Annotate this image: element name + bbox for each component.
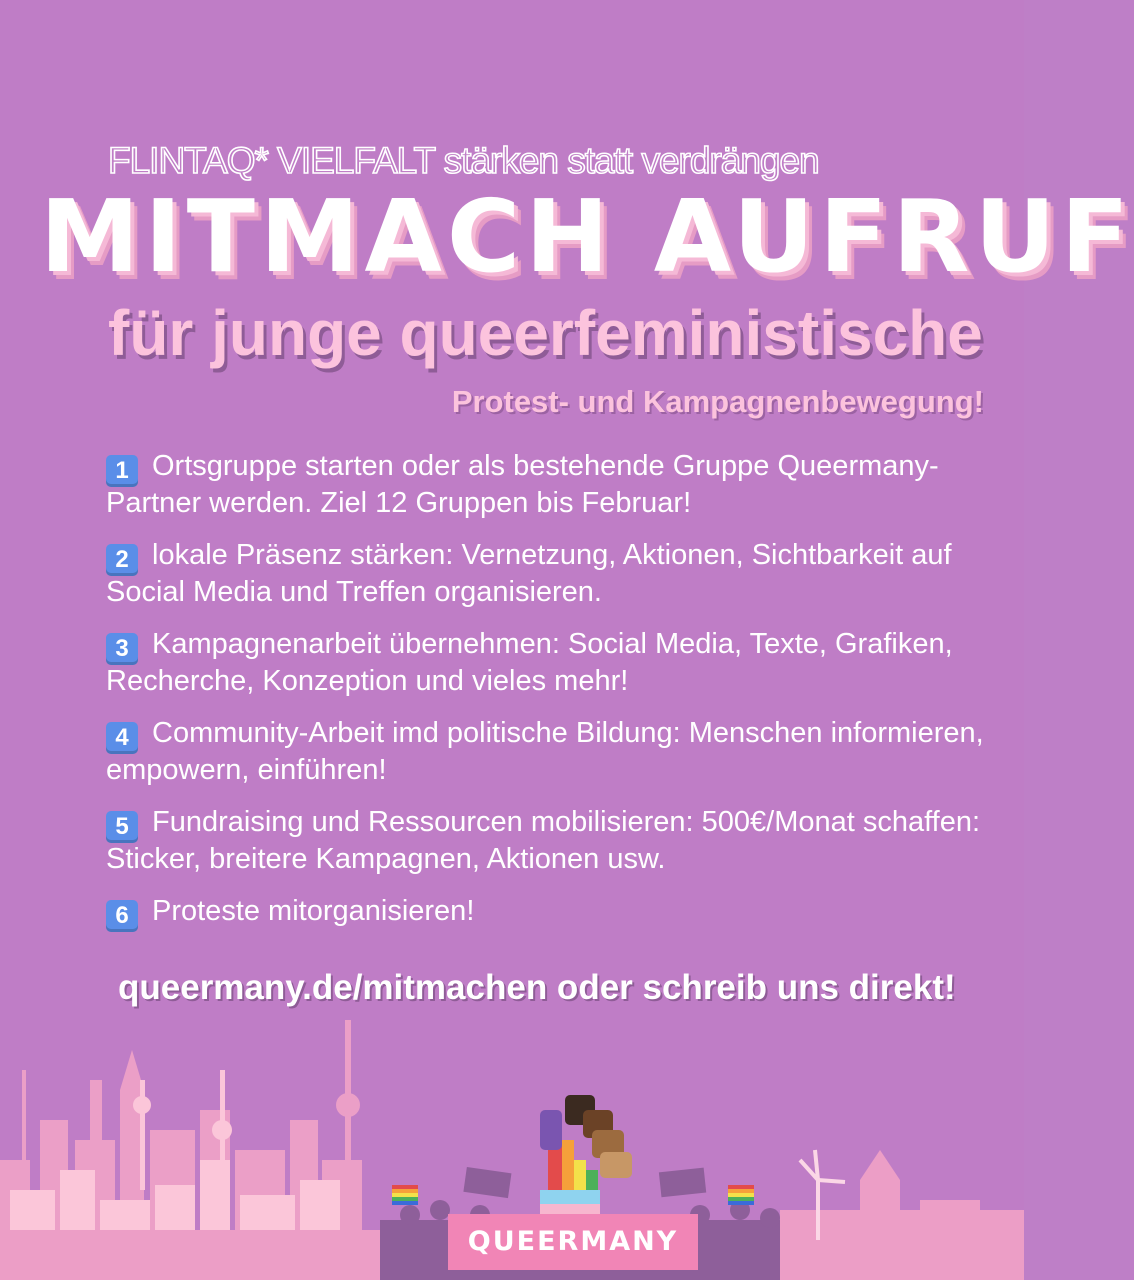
list-item <box>106 628 986 698</box>
call-to-action-link[interactable]: queermany.de/mitmachen oder schreib uns direkt! <box>118 968 956 1007</box>
list-item <box>106 806 986 876</box>
list-item-text: Community-Arbeit imd politische Bildung: Menschen informieren, empowern, einführen! <box>106 717 984 786</box>
list-item-text: Ortsgruppe starten oder als bestehende Gruppe Queermany-Partner werden. Ziel 12 Gruppen bis Februar! <box>106 450 939 519</box>
number-badge: 2 <box>106 544 138 576</box>
subtitle: FLINTAQ* VIELFALT stärken statt verdrängen <box>108 140 819 181</box>
number-badge: 5 <box>106 811 138 843</box>
list-item <box>106 539 986 609</box>
task-list <box>106 450 986 951</box>
tagline-secondary: Protest- und Kampagnenbewegung! <box>451 384 984 419</box>
queermany-logo: QUEERMANY <box>448 1214 698 1270</box>
list-item-text: Fundraising und Ressourcen mobilisieren: 500€/Monat schaffen: Sticker, breitere Kampagnen, Aktionen usw. <box>106 806 981 875</box>
list-item <box>106 450 986 520</box>
list-item-text: lokale Präsenz stärken: Vernetzung, Aktionen, Sichtbarkeit auf Social Media und Treffen organisieren. <box>106 539 952 608</box>
number-badge: 6 <box>106 900 138 932</box>
tagline: für junge queerfeministische <box>108 297 983 369</box>
list-item <box>106 717 986 787</box>
list-item <box>106 895 986 932</box>
number-badge: 4 <box>106 722 138 754</box>
list-item-text: Kampagnenarbeit übernehmen: Social Media, Texte, Grafiken, Recherche, Konzeption und vieles mehr! <box>106 628 953 697</box>
list-item-text: Proteste mitorganisieren! <box>152 895 475 927</box>
headline: MITMACH AUFRUF <box>40 178 1134 295</box>
number-badge: 1 <box>106 455 138 487</box>
number-badge: 3 <box>106 633 138 665</box>
